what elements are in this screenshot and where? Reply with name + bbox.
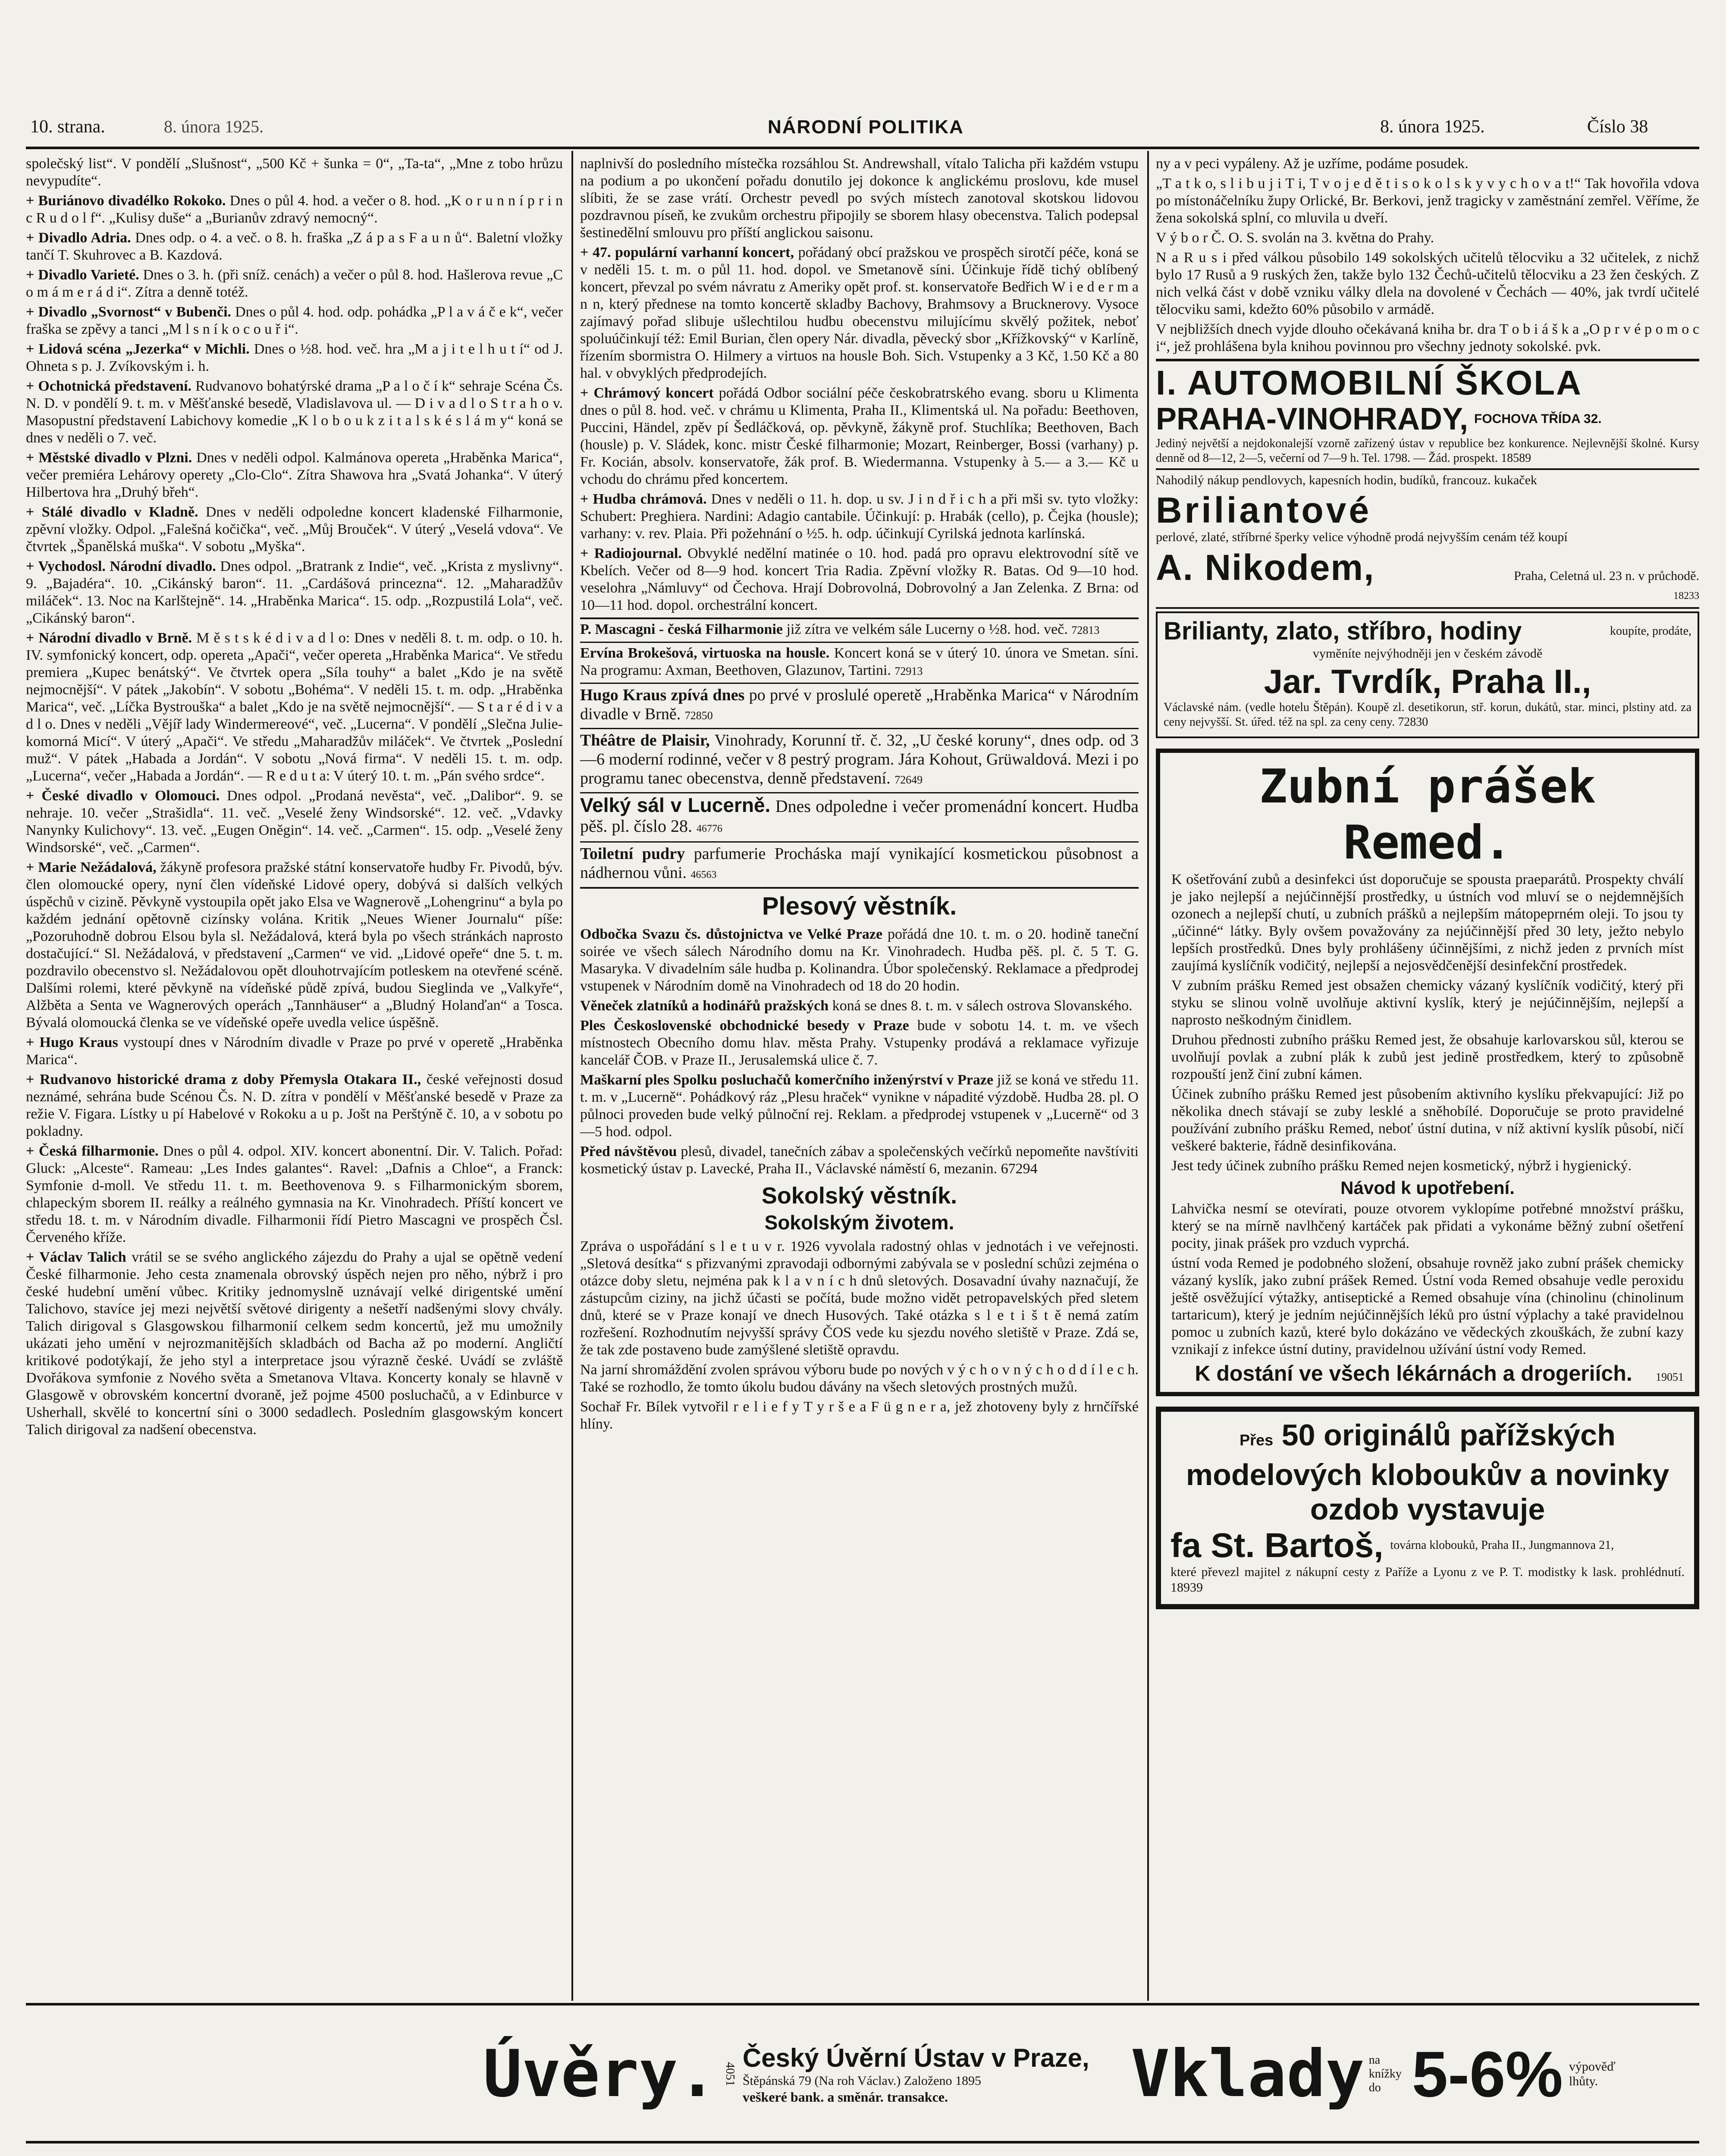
- page-header: [26, 116, 1699, 151]
- col1-item: + Stálé divadlo v Kladně. Dnes v neděli odpoledne koncert kladenské Filharmonie, zpěvní vložky. Odpol. „Falešná kočička“, več. „Můj Brouček“. V úterý „Veselá vdova“. Ve čtvrtek „Španělská muška“. V sobotu „Myška“.: [26, 504, 563, 555]
- page-number: 10. strana.: [30, 117, 105, 137]
- col1-item: + Vychodosl. Národní divadlo. Dnes odpol. „Bratrank z Indie“, več. „Krista z myslivny“. 9. „Bajadéra“. 10. „Cikánský baron“. 11. „Cardášová princezna“. 12. „Maharadžův miláček“. 13. Noc na Karlštejně“. 14. „Hraběnka Marica“. 15. odp. „Rozpustilá Lola“, več. „Cikánský baron“.: [26, 558, 563, 626]
- divider: [580, 728, 1139, 729]
- banner-rule-top: [26, 2003, 1699, 2006]
- col3-p1: „T a t k o, s l i b u j i T i, T v o j e d ě t i s o k o l s k y v y c h o v a t!“ Tak hovořila vdova po místonáčelníku župy Orlické, Br. Berkovi, jenž tragicky v zaměstnání zemřel. Věříme, že žena sokolská splní, co mluvila u dveří.: [1156, 175, 1699, 226]
- ad-kraus: Hugo Kraus zpívá dnes po prvé v proslulé operetě „Hraběnka Marica“ v Národním divadle v Brně. 72850: [580, 686, 1139, 723]
- ples-item: Věneček zlatníků a hodinářů pražských koná se dnes 8. t. m. v sálech ostrova Slovanského.: [580, 998, 1133, 1014]
- col1-item: + Divadlo Varieté. Dnes o 3. h. (při sníž. cenách) a večer o půl 8. hod. Hašlerova revue „C o m á m e r á d i“. Zítra a denně totéž.: [26, 267, 563, 300]
- ad-remed: Zubní prášek Remed. K ošetřování zubů a desinfekci úst doporučuje se spousta praeparátů. Prospekty chválí je jako nejlepší a nejúčinnější prostředky, u ústních vod mluví se o nejdemnějších ozonech a nejlepší chutí, u zubních prášků a nejlepším mátopeprném oleji. To jsou ty „účinné“ látky. Byly ovšem považovány za nejúčinnější před 30 lety, ježto nebylo lepších prostředků. Dnes byly prohlášeny účinnějšími, z nichž jeden z prvních míst zaujímá kyslíčník vodičitý, nejlepší a nejosvědčenější desinfekční prostředek. V zubním prášku Remed jest obsažen chemicky vázaný kyslíčník vodičitý, který při styku se slinou volně uvolňuje aktivní kyslík, který je nejúčinnějším, nejlepší a naprosto neškodným činidlem. Druhou přednosti zubního prášku Remed jest, že obsahuje karlovarskou sůl, kterou se uvolňují povlak a zubní plák k zubů jest jedině prostředkem, který to způsobně rozpouští jenž činí zubní kámen. Účinek zubního prášku Remed jest působením aktivního kyslíku překvapující: Již po několika dnech stávají se zuby lesklé a sněhobílé. Doporučuje se proto pravidelné používání zubního prášku Remed, neboť ústní dutina, v níž aktivní kyslík působí, ničí veškeré bakterie, řádně desinfikována. Jest tedy účinek zubního prášku Remed nejen kosmetický, nýbrž i hygienický. Návod k upotřebení. Lahvička nesmí se otevírati, pouze otvorem vyklopíme potřebné množství prášku, který se na mírně navlhčený kartáček pak přidati a vykonáme běžný zubní ošetření pocity, jinak prášek pro vzduch vyprchá. ústní voda Remed je podobného složení, obsahuje rovněž jako zubní prášek chemicky vázaný kyslík, jako zubní prášek Remed. Ústní voda Remed obsahuje vedle peroxidu ještě osvěžující výtažky, antiseptické a Remed obsahuje vína (chinolinu (chinolinum tartaricum), který je jedním nejúčinnějších léků pro ústní výplachy a také pravidelnou pomoc u zubních kazů, které bylo dokázáno ve vědeckých zkouškách, že zubní kazy vznikají z infekce ústní dutiny, pravidelnou užívání ústní vody Remed. K dostání ve všech lékárnách a drogeriích. 19051: [1156, 749, 1699, 1396]
- ad-nikodem: Nahodilý nákup pendlovych, kapesních hodin, budíků, francouz. kukaček Briliantové perlové, zlaté, stříbrné šperky velice výhodně prodá nejvyšším cenám též koupí A. Nikodem, Praha, Celetná ul. 23 n. v průchodě. 18233: [1156, 473, 1699, 602]
- divider: [1156, 468, 1699, 470]
- ad-stehovani: [26, 2150, 1699, 2156]
- ples-item: Odbočka Svazu čs. důstojnictva ve Velké Praze pořádá dne 10. t. m. o 20. hodině taneční soirée ve všech sálech Národního domu na Kr. Vinohradech. Hudba pěš. pl. č. 5 T. G. Masaryka. V divadelním sále hudba p. Kolinandra. Úbor společenský. Reklamace a předprodej vstupenek v Národním domě na Vinohradech od 18 do 20 hodin.: [580, 926, 1139, 994]
- banner-rule-mid: [26, 2141, 1699, 2143]
- sokol-item: Na jarní shromáždění zvolen správou výboru bude po nových v ý c h o v n ý c h o d d í l e c h. Také se rozhodlo, že tomto úkolu budou dávány na všech sletových prostných mužů.: [580, 1362, 1139, 1395]
- col1-item: + Václav Talich vrátil se se svého anglického zájezdu do Prahy a ujal se opětně vedení České filharmonie. Jeho cesta znamenala obrovský úspěch nejen pro něho, nýbrž i pro české hudební umění vůbec. Kritiky jednomyslně uznávají velké dirigentské umění Talichovo, stavíce jej mezi největší světové dirigenty a nešetří nadšenými slovy chvály. Talich dirigoval s Glasgowskou filharmonií celkem sedm koncertů, jež mu umožnily ukázati jeho umění v nejrozmanitějších skladbách od Bacha až po moderní. Angličtí kritikové podotýkají, že jeho styl a interpretace jsou výrazně české. Uvádí se zvláště Dvořákova symfonie z Nového světa a Smetanova Vltava. Koncerty konaly se hlavně v Glasgowě v obrovském koncertní dvoraně, jež pojme 4500 posluchačů, a v Edinburce v Usherhall, skvělé to koncertní síni o 3000 sedadlech. Posledním glasgowským koncert Talich dirigoval za nadšení obecenstva.: [26, 1249, 563, 1438]
- plesovy-vestnik-heading: Plesový věstník.: [762, 892, 957, 920]
- ad-pudry: Toiletní pudry parfumerie Procháska mají vynikající kosmetickou působnost a nádhernou vůni. 46563: [580, 845, 1139, 882]
- ad-lucerna: Velký sál v Lucerně. Dnes odpoledne i večer promenádní koncert. Hudba pěš. pl. číslo 28. 46776: [580, 794, 1139, 836]
- col1-item: + Divadlo Adria. Dnes odp. o 4. a več. o 8. h. fraška „Z á p a s F a u n ů“. Baletní vložky tančí T. Skuhrovec a B. Kazdová.: [26, 230, 563, 263]
- sokol-item: Sochař Fr. Bílek vytvořil r e l i e f y T y r š e a F ü g n e r a, jež zhotoveny byly z hrnčířské hlíny.: [580, 1399, 1139, 1432]
- col1-p1: společský list“. V pondělí „Slušnost“, „500 Kč + šunka = 0“, „Ta-ta“, „Mne z tobo hrůzu nevypudíte“.: [26, 156, 563, 189]
- issue-number: Číslo 38: [1587, 117, 1648, 137]
- ad-automobile-school: I. AUTOMOBILNÍ ŠKOLA PRAHA-VINOHRADY, FOCHOVA TŘÍDA 32. Jediný největší a nejdokonalejší vzorně zařízený ústav v republice bez konkurence. Nejlevnější školné. Kursy denně od 8—12, 2—5, večerní od 7—9 h. Tel. 1798. — Žád. prospekt. 18589: [1156, 364, 1699, 465]
- col1-item: + Buriánovo divadélko Rokoko. Dnes o půl 4. hod. a večer o 8. hod. „K o r u n n í p r i n c R u d o l f“. „Kulisy duše“ a „Burianův zdravý nemocný“.: [26, 193, 563, 226]
- col1-item: + Ochotnická představení. Rudvanovo bohatýrské drama „P a l o č í k“ sehraje Scéna Čs. N. D. v pondělí 9. t. m. v Měšťanské besedě, Vladislavova ul. — D i v a d l o S t r a h o v. Masopustní představení Labichovy komedie „K l o b o u k z i t a l s k é s l á m y“ koná se dnes v neděli o 7. več.: [26, 378, 563, 446]
- divider: [580, 683, 1139, 684]
- col2-item: + Radiojournal. Obvyklé nedělní matinée o 10. hod. padá pro opravu elektrovodní sítě ve Kbelích. Večer od 8—9 hod. koncert Tria Radia. Zpěvní vložky R. Batas. Od 9—10 hod. veselohra „Námluvy“ od Čechova. Hrají Dobrovolná, Dobrovolný a Jan Zelenka. Z Brna: od 10—11 hod. dopol. orchestrální koncert.: [580, 545, 1139, 613]
- ad-tvrdik: Brilianty, zlato, stříbro, hodiny koupíte, prodáte, vyměníte nejvýhodněji jen v českém závodě Jar. Tvrdík, Praha II., Václavské nám. (vedle hotelu Štěpán). Koupě zl. desetikorun, stř. korun, dukátů, star. minci, plstiny atd. za ceny nejvyšší. St. úřed. též na spl. za ceny ceny. 72830: [1156, 611, 1699, 738]
- column-1: [26, 155, 563, 2001]
- header-date-right: 8. února 1925.: [1380, 117, 1485, 137]
- divider: [580, 841, 1139, 843]
- ad-bartos: Přes 50 originálů pařížských modelových kloboukův a novinky ozdob vystavuje fa St. Bartoš, továrna klobouků, Praha II., Jungmannova 21, které převezl majitel z nákupní cesty z Paříže a Lyonu z ve P. T. modistky k lask. prohlédnutí. 18939: [1156, 1407, 1699, 1609]
- ples-item: Maškarní ples Spolku posluchačů komerčního inženýrství v Praze již se koná ve středu 11. t. m. v „Lucerně“. Pohádkový ráz „Plesu hraček“ vynikne v nápadité výzdobě. Hudba 28. pl. O půlnoci proveden bude velký půlnoční rej. Reklam. a předprodej vstupenek v „Lucerně“ od 3—5 hod. odpol.: [580, 1072, 1139, 1140]
- col3-p2: V ý b o r Č. O. S. svolán na 3. května do Prahy.: [1156, 230, 1434, 246]
- col1-item: + Česká filharmonie. Dnes o půl 4. odpol. XIV. koncert abonentní. Dir. V. Talich. Pořad: Gluck: „Alceste“. Rameau: „Les Indes galantes“. Ravel: „Dafnis a Chloe“, a Franck: Symfonie d-moll. Ve středu 11. t. m. Beethovenova 9. s Filharmonickým sborem, chlapeckým sborem II. reálky a reálného gymnasia na Kr. Vinohradech. Příští koncert ve středu 18. t. m. v Národním divadle. Filharmonii řídí Pietro Mascagni ve prospěch Čsl. Červeného kříže.: [26, 1143, 563, 1245]
- column-3: [1156, 155, 1699, 2001]
- col3-p4: V nejbližších dnech vyjde dlouho očekávaná kniha br. dra T o b i á š k a „O p r v é p o m o c i“, jež prohlášena byla knihou povinnou pro všechny jednoty sokolské. pvk.: [1156, 321, 1699, 354]
- col3-p3: N a R u s i před válkou působilo 149 sokolských učitelů tělocviku a 32 učitelek, z nichž bylo 17 Rusů a 9 ruských žen, takže bylo 132 Čechů-učitelů tělocviku a 23 žen českých. Z nich velká část v době vzniku války dlela na dovolené v Čechách — 40%, jak tvrdí učitelé tělocviku sami, kdežto 60% působilo v armádě.: [1156, 250, 1699, 317]
- column-divider-1: [571, 151, 573, 2001]
- masthead: NÁRODNÍ POLITIKA: [768, 116, 964, 138]
- column-divider-2: [1147, 151, 1149, 2001]
- col1-item: + Divadlo „Svornost“ v Bubenči. Dnes o půl 4. hod. odp. pohádka „P l a v á č e k“, večer fraška se zpěvy a tanci „M l s n í k o c o u ř i“.: [26, 304, 563, 337]
- sokol-item: Zpráva o uspořádání s l e t u v r. 1926 vyvolala radostný ohlas v jednotách i ve veřejnosti. „Sletová desítka“ s přizvanými zpravodaji odbornými zabývala se v poslední schůzi zejména o otázce doby sletu, nejména pak k l a v n í c h dnů sletových. Dosavadní úvahy naznačují, že zástupcům ciziny, na jichž účasti se počítá, bude možno vidět petropavelských před sletem dnů, které se v Praze konají ve dnech Husových. Také otázka s l e t i š t ě nemá zatím rozřešení. Rozhodnutím nejvyšší správy ČOS vede ku sjezdu nového sletiště v Praze. Zdá se, že tak zde postaveno bude zamýšlené sletiště opravdu.: [580, 1238, 1139, 1358]
- ples-item: Před návštěvou plesů, divadel, tanečních zábav a společenských večírků nepomeňte navštíviti kosmetický ústav p. Lavecké, Praha II., Václavské náměstí 6, mezanin. 67294: [580, 1144, 1139, 1177]
- ples-item: Ples Československé obchodnické besedy v Praze bude v sobotu 14. t. m. ve všech místnostech Obecního domu hlav. města Prahy. Vstupenky prodává a reklamace vyřizuje kancelář ČOB. v Praze II., Jerusalemská ulice č. 7.: [580, 1018, 1139, 1068]
- col1-item: + Hugo Kraus vystoupí dnes v Národním divadle v Praze po prvé v operetě „Hraběnka Marica“.: [26, 1034, 563, 1068]
- col2-item: + Chrámový koncert pořádá Odbor sociální péče českobratrského evang. sboru u Klimenta dnes o půl 8. hod. več. v chrámu u Klimenta, Praha II., Klimentská ul. Na pořadu: Beethoven, Puccini, Händel, zpěv pí Šedláčková, op. pěvkyně, žákyně prof. Stuchlíka; Beethoven, Bach (housle) p. V. Sládek, konc. mistr České filharmonie; Mozart, Reinberger, Bossi (varhany) p. Fr. Kocián, absolv. konservatoře, žák prof. B. Wiedermanna. Vstupenky à 5.— a 3.— Kč u vchodu do chrámu před koncertem.: [580, 385, 1139, 487]
- divider: [580, 792, 1139, 793]
- sokolsky-subheading: Sokolským životem.: [764, 1211, 954, 1234]
- divider: [1156, 359, 1699, 361]
- ad-theatre: Théâtre de Plaisir, Vinohrady, Korunní tř. č. 32, „U české koruny“, dnes odp. od 3—6 moderní rodinné, večer v 8 pestrý program. Jára Kohout, Grüwaldová. Mezi i po programu tanec obecenstva, denně představení. 72649: [580, 731, 1139, 787]
- col2-p1: naplnivší do posledního místečka rozsáhlou St. Andrewshall, vítalo Talicha při každém vstupu na podium a po ukončení pořadu donutilo jej dokonce k anglickému proslovu, kde musel slíbiti, že se zase vrátí. Orchestr pevedl po svých místech zanotoval skotskou lidovou pozdravnou píseň, ke zvukům orchestru připojily se sborem hlasy obecenstva. Talich podepsal šestinedělní smlouvu pro příští anglickou saisonu.: [580, 156, 1139, 241]
- divider: [580, 617, 1139, 619]
- col1-item: + Rudvanovo historické drama z doby Přemysla Otakara II., české veřejnosti dosud neznámé, sehrána bude Scénou Čs. N. D. zítra v pondělí v Měšťanské besedě v Praze za režie V. Figara. Lístky u pí Habelové v Rokoku a u p. Jošt na Perštýně č. 10, a v sobotu po pokladny.: [26, 1072, 563, 1139]
- divider: [580, 642, 1139, 643]
- divider: [580, 887, 1139, 889]
- col1-item: + Městské divadlo v Plzni. Dnes v neděli odpol. Kalmánova opereta „Hraběnka Marica“, večer premiéra Lehárovy operety „Clo-Clo“. Zítra Shawova hra „Svatá Johanka“. V úterý Hilbertova hra „Druhý břeh“.: [26, 450, 563, 500]
- sokolsky-vestnik-heading: Sokolský věstník.: [761, 1183, 957, 1209]
- header-rule: [26, 147, 1699, 149]
- col1-item: + Marie Nežádalová, žákyně profesora pražské státní konservatoře hudby Fr. Pivodů, býv. člen olomoucké opery, nyní člen vídeňské Lidové opery, dobývá si dalších velkých úspěchů v cizině. Pěvkyně vystoupila opět jako Elsa ve Wagnerově „Lohengrinu“ a byla po každém jednání opětovně cizínsky volána. Kritik „Neues Wiener Journalu“ píše: „Pozoruhodně dobrou Elsou byla sl. Nežádalová, která byla po všech stránkách naprosto dostačující.“ Sl. Nežádalová, v představení „Carmen“ ve vid. „Lidové opeře“ dne 5. t. m. pozdravilo obecenstvo sl. Nežádalovou opět dlouhotrvajícím potleskem na otevřené scéně. Dalšími rolemi, které pěvkyně na vídeňské půdě zpívá, budou Sieglinda ve „Valkyře“, Alžběta a Senta ve Wagnerových operách „Tannhäuser“ a „Bludný Holanďan“ a Tosca. Bývalá olomoucká členka se ve vídeňské opeře uvedla velice úspěšně.: [26, 859, 563, 1031]
- col1-item: + Lidová scéna „Jezerka“ v Michli. Dnes o ½8. hod. več. hra „M a j i t e l h u t í“ od J. Ohneta s p. J. Zvíkovským i. h.: [26, 341, 563, 374]
- col1-item: + České divadlo v Olomouci. Dnes odpol. „Prodaná nevěsta“, več. „Dalibor“. 9. se nehraje. 10. večer „Strašidla“. 11. več. „Veselé ženy Windsorské“. 12. več. „Vdavky Nanynky Kulichovy“. 13. več. „Eugen Oněgin“. 14. več. „Carmen“. 15. odp. „Veselé ženy Windsorské“, več. „Carmen“.: [26, 788, 563, 856]
- col1-item: + Národní divadlo v Brně. M ě s t s k é d i v a d l o: Dnes v neděli 8. t. m. odp. o 10. h. IV. symfonický koncert, odp. opereta „Apači“, večer opereta „Hraběnka Marica“. Ve středu premiera „Kupec benátský“. Ve čtvrtek opera „Síla touhy“ a balet „Kdo je na světě nejmocnější“. V pátek „Jakobín“. V sobotu „Bohéma“. V neděli 15. t. m. odp. „Hraběnka Marica“, več. „Líčka Bystrouška“ a balet „Kdo je na světě nejmocnější“. — S t a r é d i v a d l o. Dnes v neděli „Vějíř lady Windermereové“, več. „Lucerna“. V pondělí „Slečna Julie-komorná Micí“. V úterý „Apači“. Ve středu „Maharadžův miláček“. Ve čtvrtek „Poslední muž“. V pátek „Habada a Jordán“. V sobotu „Nová firma“. V neděli 15. t. m. odp. „Lucerna“, večer „Habada a Jordán“. — R e d u t a: V úterý 10. t. m. „Pán svého srdce“.: [26, 630, 563, 784]
- ad-mascagni: P. Mascagni - česká Filharmonie již zítra ve velkém sále Lucerny o ½8. hod. več. 72813: [580, 621, 1100, 637]
- header-date-left: 8. února 1925.: [164, 117, 264, 136]
- column-2: [580, 155, 1139, 2001]
- ad-uvery: Úvěry. 4051 Český Úvěrní Ústav v Praze, Štěpánská 79 (Na roh Václav.) Založeno 1895 veškeré bank. a směnár. transakce. Vklady na knížky do 5-6% výpověď lhůty.: [483, 2037, 1616, 2112]
- col2-item: + 47. populární varhanní koncert, pořádaný obcí pražskou ve prospěch sirotčí péče, koná se v neděli 15. t. m. o půl 11. hod. dopol. ve Smetanově síni. Účinkuje řídě tichý oblíbený koncert, převzal po svém návratu z Ameriky opět prof. st. konservatoře Bedřich W i e d e r m a n n, který přednese na tomto koncertě skladby Bachovy, Brahmsovy a Brucknerovy. Vysoce zajímavý pořad slibuje ušlechtilou hudbu obecenstvu milujícímu skvělý požitek, neboť spoluúčinkují též: Emil Burian, člen opery Nár. divadla, pěvecký sbor „Křížkovský“ v Karlíně, řízením sbormistra O. Hilmery a virtuos na housle Boh. Sich. Vstupenky a 3 Kč, 1.50 Kč a 80 hal. v obvyklých předprodejích.: [580, 244, 1139, 381]
- ad-brokesova: Ervína Brokešová, virtuoska na housle. Koncert koná se v úterý 10. února ve Smetan. síni. Na programu: Axman, Beethoven, Glazunov, Tartini. 72913: [580, 645, 1139, 678]
- col2-item: + Hudba chrámová. Dnes v neděli o 11. h. dop. u sv. J i n d ř i c h a při mši sv. tyto vložky: Schubert: Preghiera. Nardini: Adagio cantabile. Účinkují: p. Hrabák (cello), p. Čejka (housle); varhany: v. rev. Plaia. Při požehnání o ½5. h. odp. účinkují Cyrilská jednota karlínská.: [580, 491, 1139, 542]
- divider: [1156, 607, 1699, 609]
- col3-p0: ny a v peci vypáleny. Až je uzříme, podáme posudek.: [1156, 156, 1469, 172]
